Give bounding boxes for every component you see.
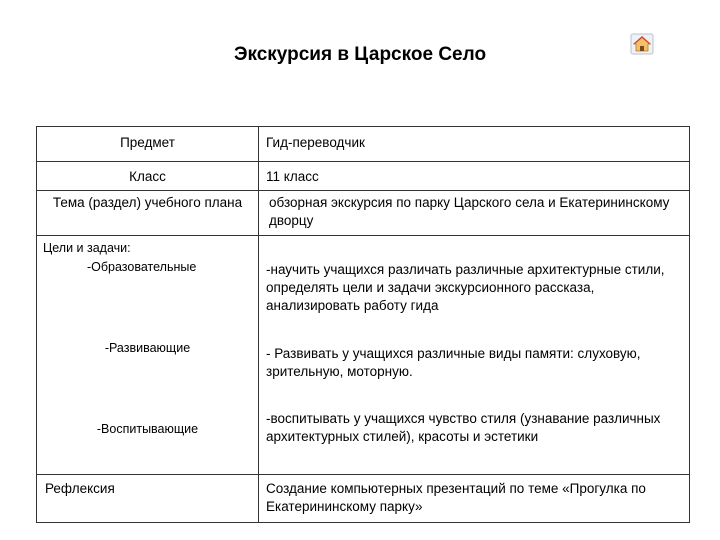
educational-value: -научить учащихся различать различные архитектурные стили, определять цели и задачи экскурсионного рассказа, анализировать работу гида	[266, 262, 665, 313]
reflection-label: Рефлексия	[45, 481, 115, 496]
goals-heading: Цели и задачи:	[43, 241, 131, 255]
subject-label: Предмет	[120, 135, 175, 150]
topic-value: обзорная экскурсия по парку Царского села и Екатерининскому дворцу	[269, 195, 670, 228]
home-icon[interactable]	[630, 33, 654, 55]
row-divider	[37, 190, 689, 191]
grade-value: 11 класс	[266, 169, 319, 184]
developmental-value: - Развивать у учащихся различные виды памяти: слуховую, зрительную, моторную.	[266, 346, 641, 379]
subject-value: Гид-переводчик	[266, 135, 365, 150]
column-divider	[258, 127, 259, 522]
page-title: Экскурсия в Царское Село	[233, 44, 487, 65]
upbringing-value: -воспитывать у учащихся чувство стиля (узнавание различных архитектурных стилей), красоты и эстетики	[266, 411, 661, 444]
lesson-table	[36, 126, 690, 523]
grade-label: Класс	[129, 169, 166, 184]
developmental-label: -Развивающие	[104, 341, 191, 355]
row-divider	[37, 161, 689, 162]
educational-label: -Образовательные	[87, 260, 197, 274]
reflection-value: Создание компьютерных презентаций по теме «Прогулка по Екатерининскому парку»	[266, 481, 646, 514]
topic-label: Тема (раздел) учебного плана	[52, 195, 243, 210]
row-divider	[37, 235, 689, 236]
row-divider	[37, 474, 689, 475]
upbringing-label: -Воспитывающие	[96, 422, 199, 436]
